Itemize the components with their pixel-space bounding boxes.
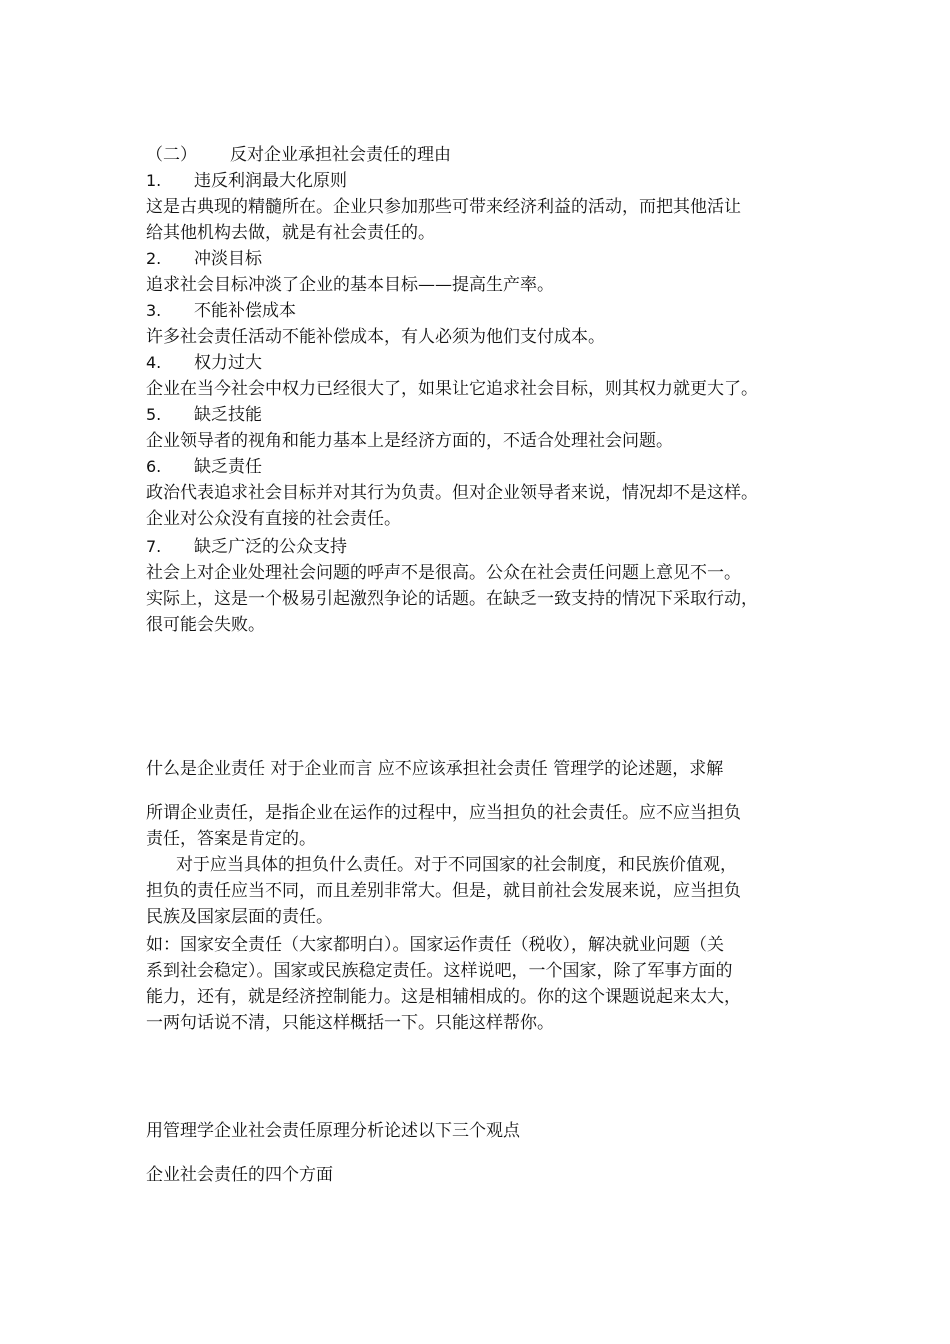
item-title-text: 缺乏技能: [194, 405, 262, 425]
item-title-text: 不能补偿成本: [194, 301, 296, 321]
item-title: [146, 298, 816, 324]
item-body-line: 给其他机构去做，就是有社会责任的。: [146, 223, 435, 243]
item-number: 6.: [146, 457, 162, 476]
item-title-text: 权力过大: [194, 353, 262, 373]
item-body-line: 这是古典现的精髓所在。企业只参加那些可带来经济利益的活动，而把其他活让: [146, 197, 741, 217]
answer-line: 所谓企业责任，是指企业在运作的过程中，应当担负的社会责任。应不应当担负: [146, 803, 741, 823]
answer-line: 担负的责任应当不同，而且差别非常大。但是，就目前社会发展来说，应当担负: [146, 881, 741, 901]
item-title: [146, 534, 816, 560]
item-body-line: 企业对公众没有直接的社会责任。: [146, 509, 401, 529]
item-body-line: 企业领导者的视角和能力基本上是经济方面的，不适合处理社会问题。: [146, 431, 673, 451]
item-body-line: 政治代表追求社会目标并对其行为负责。但对企业领导者来说，情况却不是这样。: [146, 483, 758, 503]
item-title-text: 冲淡目标: [194, 249, 262, 269]
topic-title: 用管理学企业社会责任原理分析论述以下三个观点: [146, 1121, 520, 1141]
answer-line: 一两句话说不清，只能这样概括一下。只能这样帮你。: [146, 1013, 554, 1033]
item-title: [146, 454, 816, 480]
item-number: 2.: [146, 249, 162, 268]
answer-line: 系到社会稳定）。国家或民族稳定责任。这样说吧，一个国家，除了军事方面的: [146, 961, 733, 981]
item-body-line: 社会上对企业处理社会问题的呼声不是很高。公众在社会责任问题上意见不一。: [146, 563, 741, 583]
item-body-line: 实际上，这是一个极易引起激烈争论的话题。在缺乏一致支持的情况下采取行动，: [146, 589, 758, 609]
item-body-line: 企业在当今社会中权力已经很大了，如果让它追求社会目标，则其权力就更大了。: [146, 379, 758, 399]
answer-line: 能力，还有，就是经济控制能力。这是相辅相成的。你的这个课题说起来太大，: [146, 987, 741, 1007]
item-number: 5.: [146, 405, 162, 424]
item-number: 3.: [146, 301, 162, 320]
item-number: 7.: [146, 537, 162, 556]
heading-prefix: （二）: [146, 145, 197, 165]
answer-line: 对于应当具体的担负什么责任。对于不同国家的社会制度，和民族价值观，: [176, 855, 737, 875]
item-title: [146, 246, 816, 272]
answer-line: 民族及国家层面的责任。: [146, 907, 333, 927]
item-body-line: 追求社会目标冲淡了企业的基本目标——提高生产率。: [146, 275, 554, 295]
item-number: 4.: [146, 353, 162, 372]
question-title: 什么是企业责任 对于企业而言 应不应该承担社会责任 管理学的论述题，求解: [146, 759, 724, 779]
answer-line: 责任，答案是肯定的。: [146, 829, 316, 849]
item-title-text: 缺乏责任: [194, 457, 262, 477]
item-body-line: 许多社会责任活动不能补偿成本，有人必须为他们支付成本。: [146, 327, 605, 347]
answer-line: 如：国家安全责任（大家都明白）。国家运作责任（税收），解决就业问题（关: [146, 935, 724, 955]
item-title: [146, 350, 816, 376]
item-title-text: 违反利润最大化原则: [194, 171, 347, 191]
topic-title: 企业社会责任的四个方面: [146, 1165, 333, 1185]
item-number: 1.: [146, 171, 162, 190]
item-body-line: 很可能会失败。: [146, 615, 265, 635]
heading-text: 反对企业承担社会责任的理由: [230, 145, 451, 165]
section-heading: [146, 142, 816, 168]
item-title: [146, 402, 816, 428]
item-title-text: 缺乏广泛的公众支持: [194, 537, 347, 557]
item-title: [146, 168, 816, 194]
